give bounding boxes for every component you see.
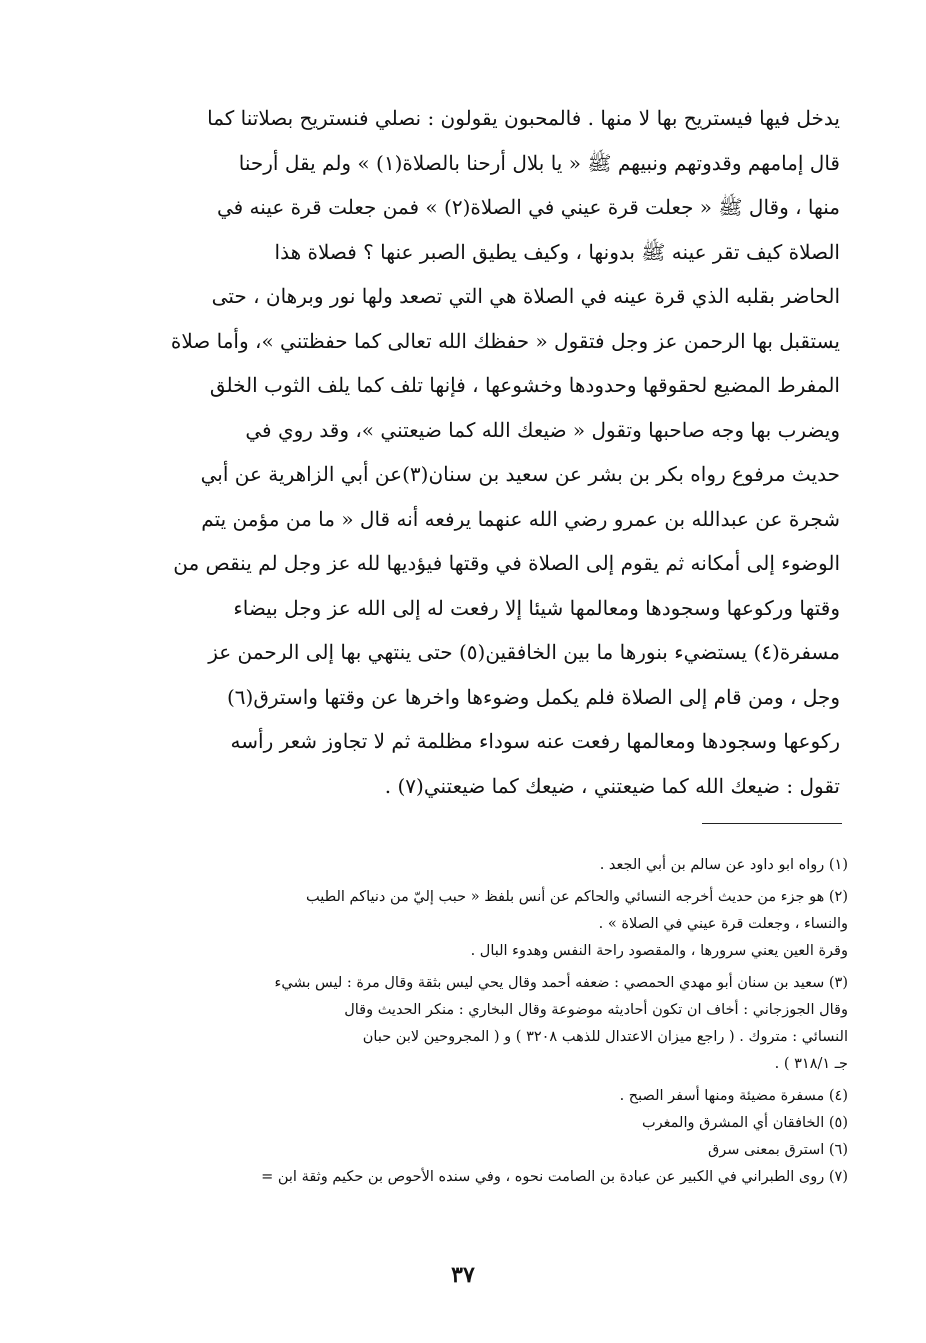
footnote-3-cont: وقال الجوزجاني : أخاف ان تكون أحاديثه موضوعة وقال البخاري : منكر الحديث وقال [344, 1002, 848, 1018]
footnote-3-cont: جـ ٣١٨/١ ) . [774, 1056, 848, 1072]
text-line: يدخل فيها فيستريح بها لا منها . فالمحبون يقولون : نصلي فنستريح بصلاتنا كما [207, 106, 840, 130]
text-line: ركوعها وسجودها ومعالمها رفعت عنه سوداء مظلمة ثم لا تجاوز شعر رأسه [230, 729, 840, 753]
text-line: وجل ، ومن قام إلى الصلاة فلم يكمل وضوءها واخرها عن وقتها واسترق(٦) [226, 684, 840, 709]
footnote-7: (٧) روى الطبراني في الكبير عن عبادة بن الصامت نحوه ، وفي سنده الأحوص بن حكيم وثقة ابن = [261, 1169, 848, 1185]
text-line: قال إمامهم وقدوتهم ونبيهم ﷺ « يا بلال أرحنا بالصلاة(١) » ولم يقل أرحنا [238, 150, 840, 175]
text-line: منها ، وقال ﷺ « جعلت قرة عيني في الصلاة(٢) » فمن جعلت قرة عينه في [216, 195, 840, 219]
footnote-5: (٥) الخافقان أي المشرق والمغرب [642, 1115, 848, 1131]
footnote-6: (٦) استرق بمعنى سرق [707, 1142, 848, 1158]
text-line: الصلاة كيف تقر عينه ﷺ بدونها ، وكيف يطيق الصبر عنها ؟ فصلاة هذا [274, 239, 840, 264]
page-number: ٣٧ [451, 1262, 475, 1288]
footnote-2-note: وقرة العين يعني سرورها ، والمقصود راحة النفس وهدوء البال . [470, 943, 848, 959]
footnote-3-cont: النسائي : متروك . ( راجع ميزان الاعتدال للذهب ٣٢٠٨ ) و ( المجروحين لابن حبان [362, 1029, 848, 1045]
text-line: يستقبل بها الرحمن عز وجل فتقول « حفظك الله تعالى كما حفظتني »، وأما صلاة [170, 328, 840, 353]
footnote-2: (٢) هو جزء من حديث أخرجه النسائي والحاكم عن أنس بلفظ « حبب إليّ من دنياكم الطيب [305, 889, 848, 905]
footnote-4: (٤) مسفرة مضيئة ومنها أسفر الصبح . [619, 1088, 848, 1104]
text-line: الوضوء إلى أمكانه ثم يقوم إلى الصلاة في وقتها فيؤديها لله عز وجل لم ينقص من [173, 551, 840, 575]
footnote-divider [702, 823, 842, 824]
text-line: مسفرة(٤) يستضيء بنورها ما بين الخافقين(٥) حتى ينتهي بها إلى الرحمن عز [208, 640, 840, 664]
text-line: شجرة عن عبدالله بن عمرو رضي الله عنهما يرفعه أنه قال « ما من مؤمن يتم [201, 506, 840, 531]
text-line: ويضرب بها وجه صاحبها وتقول « ضيعك الله كما ضيعتني »، وقد روي في [245, 417, 840, 442]
main-text [125, 96, 840, 808]
footnote-3: (٣) سعيد بن سنان أبو مهدي الحمصي : ضعفه أحمد وقال يحي ليس بثقة وقال مرة : ليس بشيء [274, 975, 848, 991]
footnotes [118, 852, 848, 1191]
text-line: الحاضر بقلبه الذي قرة عينه في الصلاة هي التي تصعد ولها نور وبرهان ، حتى [211, 284, 840, 308]
text-line: وقتها وركوعها وسجودها ومعالمها شيئا إلا رفعت له إلى الله عز وجل بيضاء [233, 595, 840, 620]
text-line: حديث مرفوع رواه بكر بن بشر عن سعيد بن سنان(٣)عن أبي الزاهرية عن أبي [200, 462, 840, 486]
footnote-2-cont: والنساء ، وجعلت قرة عيني في الصلاة » . [598, 916, 848, 932]
text-line: المفرط المضيع لحقوقها وحدودها وخشوعها ، فإنها تلف كما يلف الثوب الخلق [209, 373, 840, 397]
footnote-1: (١) رواه ابو داود عن سالم بن أبي الجعد . [599, 857, 848, 873]
text-line: تقول : ضيعك الله كما ضيعتني ، ضيعك كما ضيعتني(٧) . [384, 773, 840, 798]
